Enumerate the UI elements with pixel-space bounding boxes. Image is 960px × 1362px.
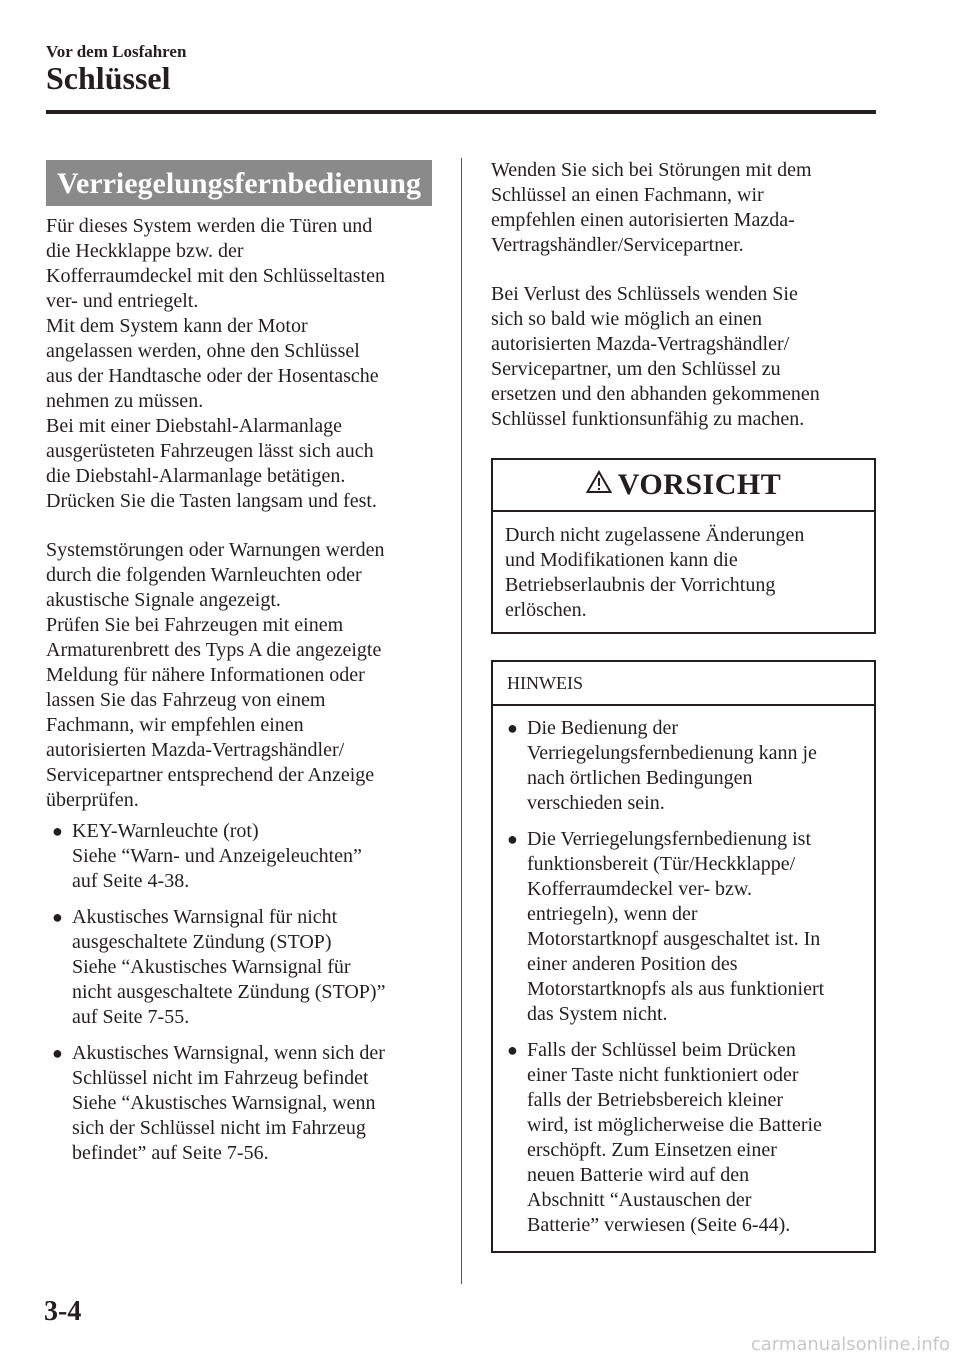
text-line: Schlüssel an einen Fachmann, wir: [491, 184, 764, 206]
text-line: Die Bedienung der: [527, 717, 679, 739]
caution-header: [493, 460, 874, 512]
bullet-icon: ●: [507, 718, 518, 738]
text-line: lassen Sie das Fahrzeug von einem: [46, 689, 326, 711]
text-line: Drücken Sie die Tasten langsam und fest.: [46, 490, 377, 512]
cross-reference: nicht ausgeschaltete Zündung (STOP)”: [72, 981, 386, 1003]
text-line: Fachmann, wir empfehlen einen: [46, 714, 304, 736]
text-line: Prüfen Sie bei Fahrzeugen mit einem: [46, 614, 344, 636]
text-line: Wenden Sie sich bei Störungen mit dem: [491, 159, 812, 181]
watermark[interactable]: carmanualsonline.info: [750, 1334, 950, 1355]
text-line: Motorstartknopf ausgeschaltet ist. In: [527, 928, 821, 950]
text-line: funktionsbereit (Tür/Heckklappe/: [527, 853, 796, 875]
text-line: verschieden sein.: [527, 792, 665, 814]
caution-title: VORSICHT: [617, 468, 782, 501]
text-line: die Diebstahl-Alarmanlage betätigen.: [46, 465, 346, 487]
cross-reference: auf Seite 7-55.: [72, 1006, 190, 1028]
text-line: Für dieses System werden die Türen und: [46, 215, 373, 237]
text-line: nehmen zu müssen.: [46, 390, 204, 412]
bullet-icon: ●: [52, 907, 63, 927]
text-line: Armaturenbrett des Typs A die angezeigte: [46, 639, 382, 661]
text-line: einer anderen Position des: [527, 953, 738, 975]
text-line: Vertragshändler/Servicepartner.: [491, 234, 744, 256]
warning-triangle-icon: [586, 470, 612, 494]
note-box: [491, 660, 876, 1253]
bullet-icon: ●: [507, 1040, 518, 1060]
text-line: Systemstörungen oder Warnungen werden: [46, 539, 385, 561]
bullet-icon: ●: [52, 821, 63, 841]
note-list: [493, 706, 874, 1251]
cross-reference: sich der Schlüssel nicht im Fahrzeug: [72, 1117, 366, 1139]
column-divider: [461, 158, 462, 1284]
text-line: Falls der Schlüssel beim Drücken: [527, 1039, 796, 1061]
text-line: sich so bald wie möglich an einen: [491, 308, 763, 330]
text-line: Akustisches Warnsignal für nicht: [72, 906, 338, 928]
text-line: Die Verriegelungsfernbedienung ist: [527, 828, 811, 850]
text-line: KEY-Warnleuchte (rot): [72, 820, 259, 842]
text-line: neuen Batterie wird auf den: [527, 1164, 750, 1186]
text-line: angelassen werden, ohne den Schlüssel: [46, 340, 360, 362]
caution-box: [491, 458, 876, 634]
cross-reference: Batterie” verwiesen (Seite 6-44).: [527, 1214, 791, 1236]
text-line: ersetzen und den abhanden gekommenen: [491, 383, 820, 405]
text-line: und Modifikationen kann die: [505, 549, 738, 571]
text-line: Schlüssel funktionsunfähig zu machen.: [491, 408, 805, 430]
bullet-icon: ●: [52, 1043, 63, 1063]
list-item: [46, 819, 436, 894]
header-rule: [46, 110, 876, 114]
left-column: [46, 160, 436, 1177]
text-line: einer Taste nicht funktioniert oder: [527, 1064, 799, 1086]
text-line: ver- und entriegelt.: [46, 290, 199, 312]
bullet-icon: ●: [507, 829, 518, 849]
text-line: aus der Handtasche oder der Hosentasche: [46, 365, 379, 387]
list-item: [46, 905, 436, 1030]
page-title: Schlüssel: [46, 60, 171, 96]
caution-text: [493, 512, 874, 632]
text-line: die Heckklappe bzw. der: [46, 240, 244, 262]
text-line: Schlüssel nicht im Fahrzeug befindet: [72, 1067, 369, 1089]
text-line: Meldung für nähere Informationen oder: [46, 664, 365, 686]
text-line: Motorstartknopfs als aus funktioniert: [527, 978, 825, 1000]
text-line: falls der Betriebsbereich kleiner: [527, 1089, 783, 1111]
text-line: Betriebserlaubnis der Vorrichtung: [505, 574, 776, 596]
text-line: Kofferraumdeckel mit den Schlüsseltasten: [46, 265, 385, 287]
section-label: Vor dem Losfahren: [46, 42, 187, 61]
list-item: [46, 1041, 436, 1166]
text-line: Servicepartner entsprechend der Anzeige: [46, 764, 375, 786]
cross-reference: befindet” auf Seite 7-56.: [72, 1142, 269, 1164]
warning-list: [46, 819, 436, 1166]
text-line: akustische Signale angezeigt.: [46, 589, 281, 611]
text-line: autorisierten Mazda-Vertragshändler/: [491, 333, 790, 355]
text-line: erschöpft. Zum Einsetzen einer: [527, 1139, 777, 1161]
warnings-paragraph: [46, 538, 436, 813]
list-item: [501, 716, 864, 816]
cross-reference: Siehe “Warn- und Anzeigeleuchten”: [72, 845, 362, 867]
intro-paragraph: [46, 214, 436, 514]
text-line: ausgerüsteten Fahrzeugen lässt sich auch: [46, 440, 374, 462]
text-line: erlöschen.: [505, 599, 587, 621]
section-heading: Verriegelungsfernbedienung: [46, 160, 432, 206]
text-line: Servicepartner, um den Schlüssel zu: [491, 358, 781, 380]
right-column: [491, 158, 876, 1253]
text-line: Bei mit einer Diebstahl-Alarmanlage: [46, 415, 343, 437]
cross-reference: Siehe “Akustisches Warnsignal für: [72, 956, 351, 978]
list-item: [501, 827, 864, 1027]
text-line: autorisierten Mazda-Vertragshändler/: [46, 739, 345, 761]
text-line: Kofferraumdeckel ver- bzw.: [527, 878, 753, 900]
text-line: ausgeschaltete Zündung (STOP): [72, 931, 332, 953]
text-line: Mit dem System kann der Motor: [46, 315, 308, 337]
text-line: Akustisches Warnsignal, wenn sich der: [72, 1042, 385, 1064]
text-line: durch die folgenden Warnleuchten oder: [46, 564, 362, 586]
text-line: nach örtlichen Bedingungen: [527, 767, 753, 789]
text-line: Bei Verlust des Schlüssels wenden Sie: [491, 283, 798, 305]
text-line: empfehlen einen autorisierten Mazda-: [491, 209, 795, 231]
list-item: [501, 1038, 864, 1238]
text-line: Durch nicht zugelassene Änderungen: [505, 524, 805, 546]
text-line: überprüfen.: [46, 789, 139, 811]
text-line: entriegeln), wenn der: [527, 903, 698, 925]
page-number: 3-4: [44, 1296, 82, 1327]
cross-reference: Siehe “Akustisches Warnsignal, wenn: [72, 1092, 376, 1114]
text-line: das System nicht.: [527, 1003, 668, 1025]
note-title: HINWEIS: [493, 662, 874, 706]
text-line: Abschnitt “Austauschen der: [527, 1189, 752, 1211]
text-line: wird, ist möglicherweise die Batterie: [527, 1114, 822, 1136]
service-paragraph: [491, 158, 876, 258]
text-line: Verriegelungsfernbedienung kann je: [527, 742, 817, 764]
loss-paragraph: [491, 282, 876, 432]
cross-reference: auf Seite 4-38.: [72, 870, 190, 892]
